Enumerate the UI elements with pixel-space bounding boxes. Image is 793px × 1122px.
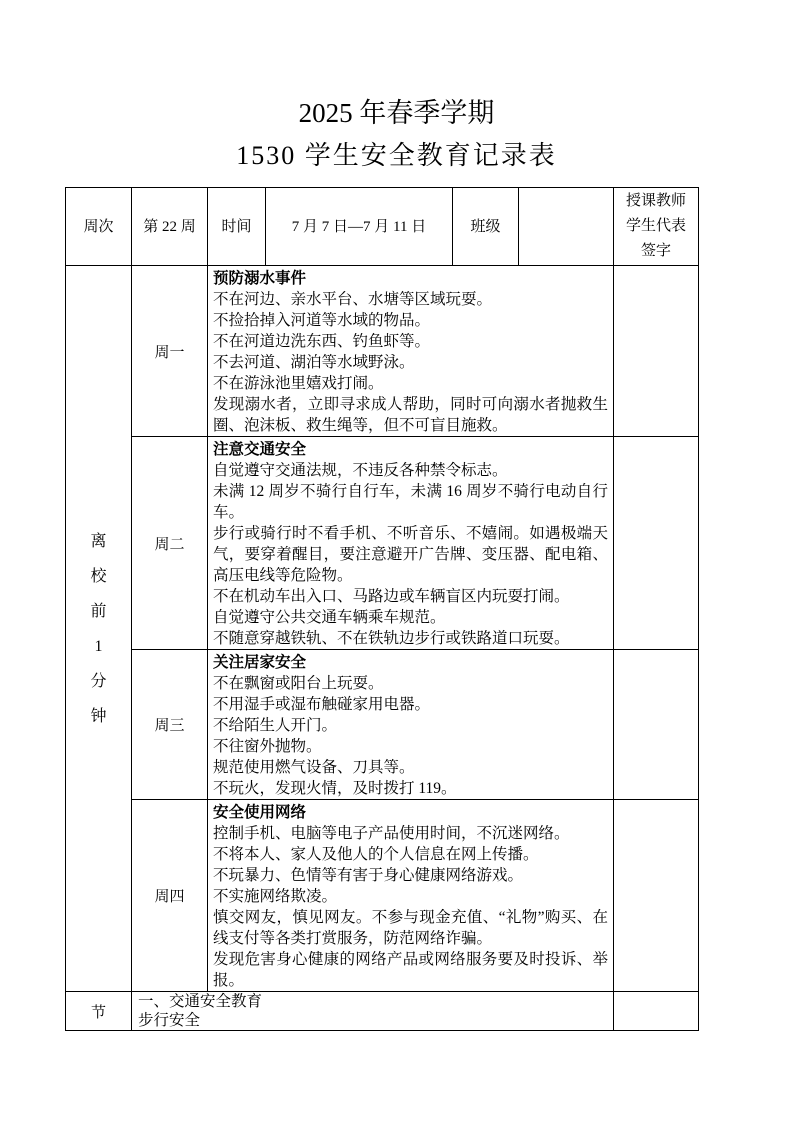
signature-cell-wednesday [614,650,699,800]
week-number-value-cell: 第 22 周 [132,188,208,266]
section-item: 不在河边、亲水平台、水塘等区域玩耍。 [213,291,493,308]
section-item: 不用湿手或湿布触碰家用电器。 [213,696,431,713]
section-item: 不将本人、家人及他人的个人信息在网上传播。 [213,846,539,863]
section-item: 不玩暴力、色情等有害于身心健康网络游戏。 [213,867,524,884]
content-cell-tuesday [208,437,614,650]
section-item: 不捡拾掉入河道等水域的物品。 [213,312,431,329]
content-cell-monday [208,266,614,437]
section-item: 未满 12 周岁不骑行自行车，未满 16 周岁不骑行电动自行车。 [213,483,608,521]
section-item: 不在机动车出入口、马路边或车辆盲区内玩耍打闹。 [213,588,570,605]
section-title-drowning-prevention: 预防溺水事件 [213,270,307,287]
section-title-traffic-safety: 注意交通安全 [213,441,307,458]
table-row-thursday [66,800,699,992]
section-item: 发现危害身心健康的网络产品或网络服务要及时投诉、举报。 [213,951,608,989]
time-value-cell: 7 月 7 日—7 月 11 日 [266,188,453,266]
section-item: 不实施网络欺凌。 [213,888,338,905]
day-cell-monday: 周一 [132,266,208,437]
section-item: 不在飘窗或阳台上玩耍。 [213,675,384,692]
section-item: 规范使用燃气设备、刀具等。 [213,759,415,776]
section-item: 不在河道边洗东西、钓鱼虾等。 [213,333,431,350]
week-number-label-cell: 周次 [66,188,132,266]
signature-header-line: 授课教师 [625,193,686,209]
section-item: 不玩火，发现火情，及时拨打 119。 [213,780,457,797]
table-header-row [66,188,699,266]
time-label-cell: 时间 [208,188,266,266]
class-value-cell [519,188,614,266]
section-item: 自觉遵守公共交通车辆乘车规范。 [213,609,446,626]
safety-education-record-table [65,187,699,1031]
signature-header-line: 签字 [640,243,671,259]
day-cell-wednesday: 周三 [132,650,208,800]
section-item: 步行或骑行时不看手机、不听音乐、不嬉闹。如遇极端天气，要穿着醒目，要注意避开广告牌、变压器、配电箱、高压电线等危险物。 [213,525,608,584]
lesson-line: 步行安全 [138,1012,201,1029]
section-item: 不在游泳池里嬉戏打闹。 [213,375,384,392]
table-row-tuesday [66,437,699,650]
signature-cell-tuesday [614,437,699,650]
section-item: 控制手机、电脑等电子产品使用时间，不沉迷网络。 [213,825,570,842]
content-cell-thursday [208,800,614,992]
section-item: 慎交网友，慎见网友。不参与现金充值、“礼物”购买、在线支付等各类打赏服务，防范网络诈骗。 [213,909,608,947]
page-subtitle: 1530 学生安全教育记录表 [236,141,557,170]
section-item: 发现溺水者，立即寻求成人帮助，同时可向溺水者抛救生圈、泡沫板、救生绳等，但不可盲目施救。 [213,396,608,434]
section-item: 不去河道、湖泊等水域野泳。 [213,354,415,371]
before-dismissal-label-cell [66,266,132,992]
section-title-internet-safety: 安全使用网络 [213,804,307,821]
day-cell-thursday: 周四 [132,800,208,992]
before-dismissal-vertical-label: 离校前1分钟 [90,532,107,725]
section-item: 不给陌生人开门。 [213,717,338,734]
signature-header-cell [614,188,699,266]
table-row-monday [66,266,699,437]
signature-cell-monday [614,266,699,437]
section-item: 自觉遵守交通法规，不违反各种禁令标志。 [213,462,508,479]
section-title-home-safety: 关注居家安全 [213,654,307,671]
page-title: 2025 年春季学期 [298,98,495,128]
table-row-lesson [66,992,699,1031]
signature-cell-thursday [614,800,699,992]
signature-header-line: 学生代表 [625,218,686,234]
day-cell-tuesday: 周二 [132,437,208,650]
lesson-line: 一、交通安全教育 [138,993,263,1010]
content-cell-wednesday [208,650,614,800]
signature-cell-lesson [614,992,699,1031]
class-label-cell: 班级 [453,188,519,266]
section-item: 不往窗外抛物。 [213,738,322,755]
section-item: 不随意穿越铁轨、不在铁轨边步行或铁路道口玩耍。 [213,630,570,647]
lesson-label-cell: 节 [66,992,132,1031]
table-row-wednesday [66,650,699,800]
lesson-content-cell [132,992,614,1031]
